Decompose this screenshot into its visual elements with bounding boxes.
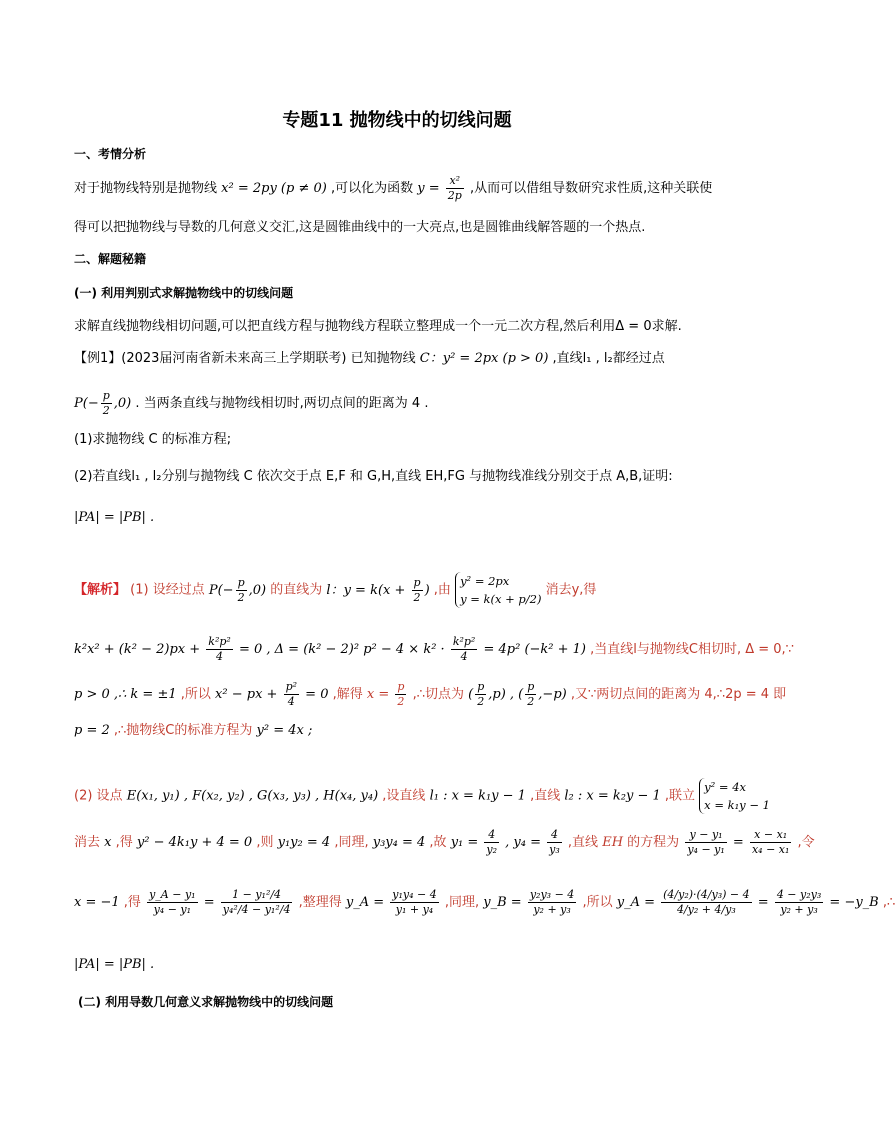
- solution-line-6: [74, 828, 815, 857]
- equation: $\frac{\text{y\_A − y₁}}{\text{y₄ − y₁}}$ = $\frac{\text{1 − y₁²/4}}{\text{y₄²/4 − y₁²/4}}$: [149, 888, 291, 916]
- text-segment: ,故: [429, 835, 447, 850]
- analysis-paragraph-line-1: [74, 174, 712, 203]
- section-heading-analysis: 一、考情分析: [74, 147, 147, 161]
- fraction: $\frac{\text{p²}}{4}$: [285, 680, 298, 708]
- equation: y² = 4x ;: [256, 723, 313, 738]
- fraction: $\frac{p}{2}$: [413, 575, 421, 604]
- line-name: EH: [602, 835, 624, 850]
- equation: y₃y₄ = 4: [372, 835, 426, 850]
- section-heading-tips: 二、解题秘籍: [74, 252, 147, 266]
- equation-part: l：y = k: [326, 582, 378, 598]
- text-segment: 对于抛物线特别是抛物线: [74, 181, 218, 196]
- text-segment: 消去: [74, 835, 101, 850]
- text-segment: ,又∵两切点间的距离为 4,∴2p = 4 即: [570, 687, 787, 702]
- equation: x =: [366, 687, 390, 702]
- tangent-points: ( $\frac{p}{2}$ ,p) , ( $\frac{p}{2}$ ,−p): [468, 680, 567, 708]
- fraction: $\frac{\text{x²}}{2p}$: [447, 174, 462, 202]
- fraction: $\frac{p}{2}$: [102, 389, 110, 417]
- variable: x: [104, 835, 112, 850]
- line-equation: l：y = k(x + $\frac{p}{2}$ ): [326, 575, 430, 604]
- question-2: (2)若直线l₁ , l₂分别与抛物线 C 依次交于点 E,F 和 G,H,直线 EH,FG 与抛物线准线分别交于点 A,B,证明:: [74, 469, 673, 484]
- equation: = −y_B: [829, 895, 879, 910]
- subsection-paragraph: 求解直线抛物线相切问题,可以把直线方程与抛物线方程联立整理成一个一元二次方程,然后利用Δ = 0求解.: [74, 319, 682, 334]
- equation: C：y² = 2px (p > 0): [419, 351, 549, 366]
- equation: l₁ : x = k₁y − 1: [429, 788, 526, 804]
- fraction: $\frac{p}{2}$: [237, 575, 245, 604]
- solution-line-3: [74, 680, 786, 709]
- equation: p = 2: [74, 723, 110, 738]
- equation: x = −1: [74, 895, 120, 910]
- analysis-paragraph-line-2: 得可以把抛物线与导数的几何意义交汇,这是圆锥曲线中的一大亮点,也是圆锥曲线解答题的一个热点.: [74, 220, 646, 235]
- text-segment: ,所以: [582, 895, 613, 910]
- text-segment: (1) 设经过点: [130, 582, 205, 598]
- text-segment: ,得: [115, 835, 133, 850]
- text-segment: ,∴抛物线C的标准方程为: [113, 723, 253, 738]
- text-segment: ,令: [797, 835, 815, 850]
- equation: y₁ = $\frac{4}{\text{y₂}}$ , y₄ = $\frac{4}{\text{y₃}}$: [450, 828, 560, 856]
- text-segment: ,直线: [530, 788, 561, 804]
- text-segment: ,整理得: [298, 895, 342, 910]
- equation: y_A = $\frac{\text{(4/y₂)·(4/y₃) − 4}}{\text{4/y₂ + 4/y₃}}$ = $\frac{\text{4 − y₂y₃}}{\text{y₂ + y₃}}$: [616, 888, 822, 916]
- text-segment: ,直线l₁ , l₂都经过点: [552, 351, 665, 366]
- equation: y₁y₂ = 4: [277, 835, 331, 850]
- text-segment: ,∴切点为: [412, 687, 464, 702]
- fraction: $\frac{\text{k²p²}}{4}$: [452, 635, 476, 663]
- text-segment: ,得: [123, 895, 141, 910]
- point-p: P(− $\frac{p}{2}$ ,0): [208, 575, 267, 604]
- text-segment: ,所以: [180, 687, 211, 702]
- text-segment: ,由: [433, 582, 451, 598]
- page-title: 专题11 抛物线中的切线问题: [282, 110, 512, 131]
- text-segment: (2) 设点: [74, 788, 123, 804]
- equation: E(x₁, y₁) , F(x₂, y₂) , G(x₃, y₃) , H(x₄, y₄): [126, 788, 379, 804]
- text-segment: . 当两条直线与抛物线相切时,两切点间的距离为 4 .: [135, 396, 429, 411]
- question-1: (1)求抛物线 C 的标准方程;: [74, 432, 232, 447]
- equation: l₂ : x = k₂y − 1: [564, 788, 661, 804]
- equation: = 0: [305, 687, 329, 702]
- equation: y_A = $\frac{\text{y₁y₄ − 4}}{\text{y₁ + y₄}}$: [345, 888, 437, 916]
- equation: x² − px +: [215, 687, 278, 702]
- equation: p > 0 ,∴ k = ±1: [74, 687, 177, 702]
- text-segment: 的直线为: [270, 582, 323, 598]
- equation: = 4p² (−k² + 1): [483, 642, 586, 657]
- point-p: P(− $\frac{p}{2}$ ,0): [74, 389, 132, 417]
- text-segment: ,同理,: [334, 835, 369, 850]
- equation: $\frac{\text{y − y₁}}{\text{y₄ − y₁}}$ = $\frac{\text{x − x₁}}{\text{x₄ − x₁}}$: [687, 828, 790, 856]
- equation: x² = 2py (p ≠ 0): [221, 181, 327, 196]
- solution-line-2: [74, 635, 794, 664]
- equation: k²x² + (k² − 2)px +: [74, 642, 201, 657]
- question-2-conclusion: |PA| = |PB| .: [74, 510, 155, 525]
- text-segment: ,从而可以借组导数研究求性质,这种关联使: [469, 181, 713, 196]
- example-1-line-2: [74, 389, 428, 418]
- solution-line-4: [74, 724, 312, 737]
- equation: y² − 4k₁y + 4 = 0: [136, 835, 253, 850]
- text-segment: ,设直线: [382, 788, 426, 804]
- solution-line-5: [74, 778, 770, 814]
- example-1-line-1: [74, 352, 665, 365]
- text-segment: ,解得: [332, 687, 363, 702]
- fraction: $\frac{\text{k²p²}}{4}$: [208, 635, 231, 663]
- text-segment: ,∴: [882, 895, 895, 910]
- solution-conclusion: |PA| = |PB| .: [74, 957, 155, 972]
- text-segment: 消去y,得: [545, 582, 597, 598]
- text-segment: 【例1】(2023届河南省新未来高三上学期联考) 已知抛物线: [74, 351, 416, 366]
- subsection-heading-1: (一) 利用判别式求解抛物线中的切线问题: [74, 286, 294, 300]
- solution-line-7: [74, 888, 895, 917]
- equation: y_B = $\frac{\text{y₂y₃ − 4}}{\text{y₂ + y₃}}$: [483, 888, 575, 916]
- equation-system: y² = 4x x = k₁y − 1: [699, 778, 770, 814]
- text-segment: 的方程为: [627, 835, 680, 850]
- solution-line-1: [74, 572, 596, 608]
- text-segment: ,当直线l与抛物线C相切时, Δ = 0,∵: [590, 642, 794, 657]
- equation-function: y = $\frac{\text{x²}}{2p}$: [417, 174, 462, 202]
- subsection-heading-2: (二) 利用导数几何意义求解抛物线中的切线问题: [78, 995, 334, 1009]
- text-segment: ,则: [256, 835, 274, 850]
- equation: = 0 , Δ = (k² − 2)² p² − 4 × k² ·: [238, 642, 445, 657]
- text-segment: ,直线: [567, 835, 599, 850]
- text-segment: ,联立: [664, 788, 696, 804]
- text-segment: ,可以化为函数: [330, 181, 414, 196]
- solution-tag: 【解析】: [74, 582, 127, 598]
- text-segment: ,同理,: [444, 895, 480, 910]
- fraction: $\frac{p}{2}$: [397, 680, 405, 708]
- equation-system: y² = 2px y = k(x + p/2): [455, 572, 541, 608]
